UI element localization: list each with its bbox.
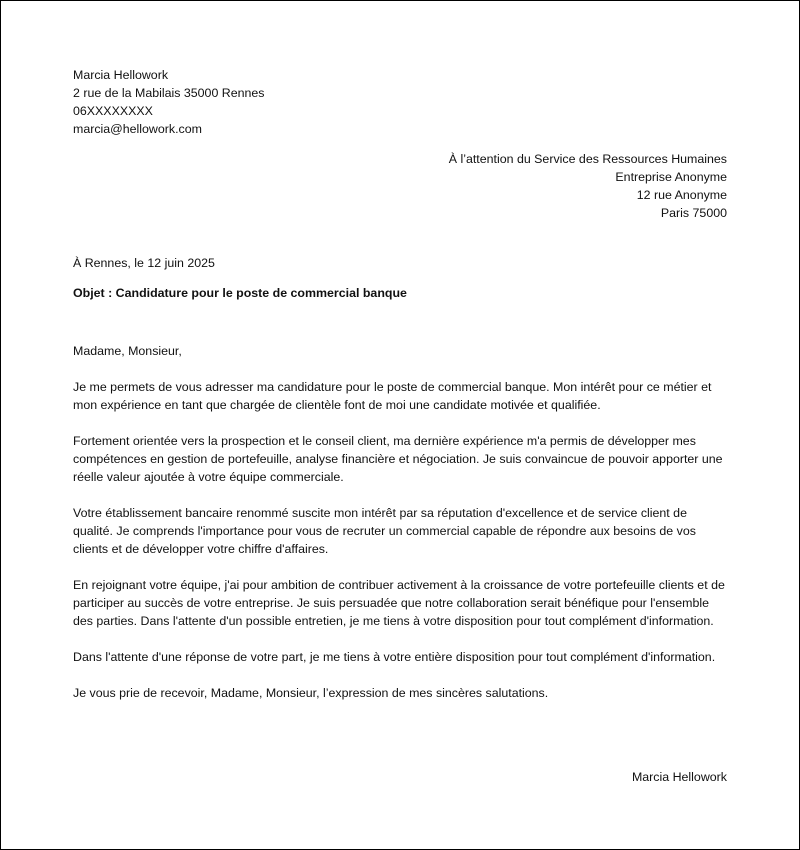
signature: Marcia Hellowork: [631, 770, 727, 784]
recipient-block: [307, 150, 727, 222]
body-paragraph: Dans l'attente d'une réponse de votre part, je me tiens à votre entière disposition pour tout complément d'information.: [73, 650, 716, 664]
body-paragraph: Je me permets de vous adresser ma candidature pour le poste de commercial banque. Mon intérêt pour ce métier et mon expérience en tant que chargée de clientèle font de moi une candidate motivée et qualifiée.: [73, 380, 712, 412]
letter-body: [73, 342, 729, 720]
recipient-company: Entreprise Anonyme: [615, 170, 727, 184]
date-line: À Rennes, le 12 juin 2025: [73, 256, 215, 270]
sender-address: 2 rue de la Mabilais 35000 Rennes: [73, 86, 265, 100]
body-paragraph: Votre établissement bancaire renommé suscite mon intérêt par sa réputation d'excellence et de service client de qualité. Je comprends l'importance pour vous de recruter un commercial capable de répondre aux besoins de vos clients et de développer votre chiffre d'affaires.: [73, 506, 696, 556]
closing-paragraph: Je vous prie de recevoir, Madame, Monsieur, l’expression de mes sincères salutations.: [73, 686, 549, 700]
recipient-city: Paris 75000: [660, 206, 727, 220]
subject-line: Objet : Candidature pour le poste de commercial banque: [73, 286, 407, 300]
recipient-street: 12 rue Anonyme: [636, 188, 727, 202]
sender-block: [73, 66, 473, 138]
greeting: Madame, Monsieur,: [73, 344, 182, 358]
body-paragraph: En rejoignant votre équipe, j'ai pour ambition de contribuer activement à la croissance de votre portefeuille clients et de participer au succès de votre entreprise. Je suis persuadée que notre collaboration serait bénéfique pour l'ensemble des parties. Dans l'attente d'un possible entretien, je me tiens à votre disposition pour tout complément d'information.: [73, 578, 725, 628]
sender-name: Marcia Hellowork: [73, 68, 169, 82]
sender-email: marcia@hellowork.com: [73, 122, 202, 136]
body-paragraph: Fortement orientée vers la prospection et le conseil client, ma dernière expérience m'a permis de développer mes compétences en gestion de portefeuille, analyse financière et négociation. Je suis convaincue de pouvoir apporter une réelle valeur ajoutée à votre équipe commerciale.: [73, 434, 723, 484]
sender-phone: 06XXXXXXXX: [73, 104, 153, 118]
recipient-attention: À l’attention du Service des Ressources Humaines: [448, 152, 727, 166]
